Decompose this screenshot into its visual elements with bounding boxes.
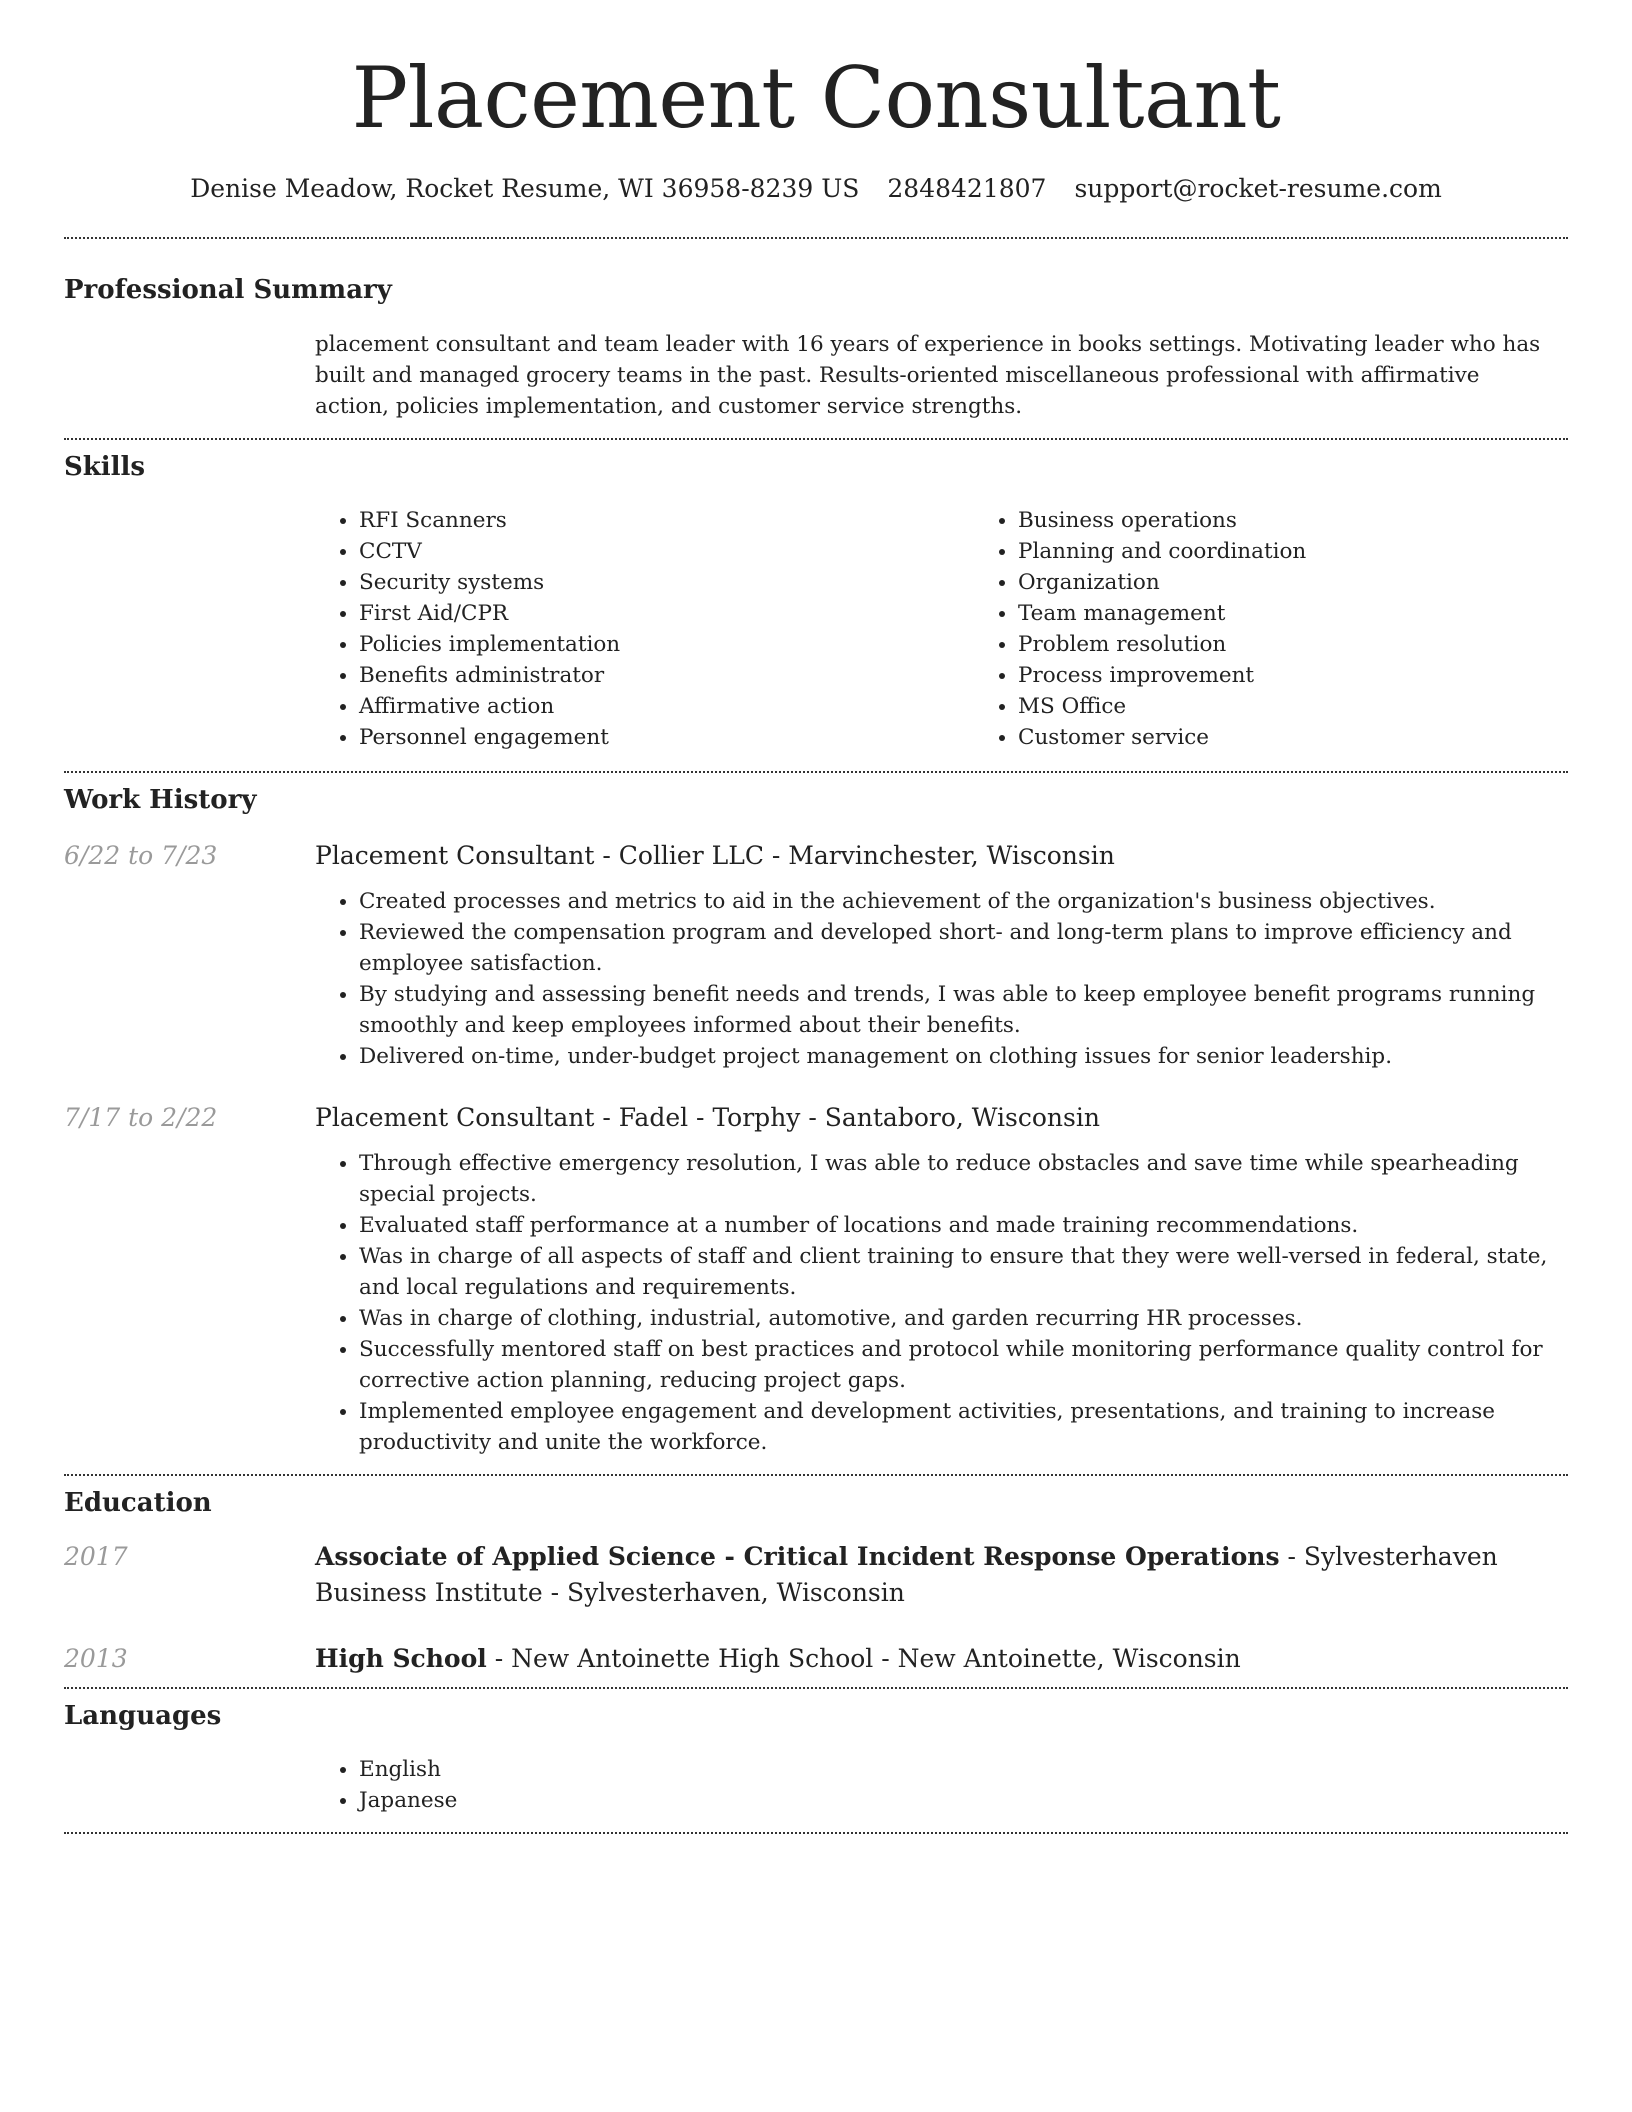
summary-heading: Professional Summary bbox=[64, 275, 392, 306]
education-school: - New Antoinette High School - New Antoinette, Wisconsin bbox=[486, 1644, 1241, 1674]
education-section bbox=[64, 1476, 1568, 1677]
job-bullet: • Created processes and metrics to aid in the achievement of the organization's business objectives. bbox=[359, 886, 1568, 917]
job-entry bbox=[64, 838, 1568, 1072]
job-bullet: • Was in charge of all aspects of staff and client training to ensure that they were well-versed in federal, state, and local regulations and requirements. bbox=[359, 1241, 1568, 1303]
job-bullets bbox=[315, 1148, 1568, 1458]
skill-item: • Organization bbox=[1018, 567, 1632, 598]
job-bullet: • By studying and assessing benefit needs and trends, I was able to keep employee benefit programs running smoothly and keep employees informed about their benefits. bbox=[359, 979, 1568, 1041]
skills-heading: Skills bbox=[64, 451, 146, 482]
job-bullet: • Reviewed the compensation program and developed short- and long-term plans to improve efficiency and employee satisfaction. bbox=[359, 917, 1568, 979]
summary-section bbox=[64, 239, 1568, 421]
job-bullet: • Delivered on-time, under-budget project management on clothing issues for senior leadership. bbox=[359, 1041, 1568, 1072]
skill-item: • Team management bbox=[1018, 598, 1632, 629]
skills-list-left bbox=[315, 505, 974, 753]
skill-item: • CCTV bbox=[359, 536, 974, 567]
work-section bbox=[64, 773, 1568, 1458]
job-dates: 6/22 to 7/23 bbox=[64, 840, 218, 870]
job-bullet: • Successfully mentored staff on best practices and protocol while monitoring performance quality control for corrective action planning, reducing project gaps. bbox=[359, 1334, 1568, 1396]
languages-list bbox=[315, 1754, 1568, 1816]
job-title: Placement Consultant - Collier LLC - Marvinchester, Wisconsin bbox=[315, 840, 1115, 870]
job-bullets bbox=[315, 886, 1568, 1072]
divider bbox=[64, 1832, 1568, 1834]
education-degree: Associate of Applied Science - Critical Incident Response Operations bbox=[315, 1542, 1280, 1572]
contact-email: support@rocket-resume.com bbox=[1074, 174, 1442, 204]
skill-item: • Policies implementation bbox=[359, 629, 974, 660]
summary-text: placement consultant and team leader with 16 years of experience in books settings. Motivating leader who has built and managed grocery teams in the past. Results-oriented miscellaneous professional with affirmative action, policies implementation, and customer service strengths. bbox=[315, 331, 1541, 419]
skill-item: • First Aid/CPR bbox=[359, 598, 974, 629]
job-dates: 7/17 to 2/22 bbox=[64, 1102, 218, 1132]
skills-list-right bbox=[974, 505, 1632, 753]
job-bullet: • Through effective emergency resolution, I was able to reduce obstacles and save time while spearheading special projects. bbox=[359, 1148, 1568, 1210]
skill-item: • Planning and coordination bbox=[1018, 536, 1632, 567]
skill-item: • RFI Scanners bbox=[359, 505, 974, 536]
education-school: - Sylvesterhaven Business Institute - Sylvesterhaven, Wisconsin bbox=[315, 1542, 1498, 1608]
skill-item: • Benefits administrator bbox=[359, 660, 974, 691]
skill-item: • Process improvement bbox=[1018, 660, 1632, 691]
contact-phone: 2848421807 bbox=[887, 174, 1047, 204]
education-entry bbox=[64, 1539, 1568, 1611]
education-heading: Education bbox=[64, 1487, 212, 1518]
education-entry bbox=[64, 1641, 1568, 1677]
education-year: 2017 bbox=[64, 1542, 128, 1572]
skill-item: • Personnel engagement bbox=[359, 722, 974, 753]
language-item: • Japanese bbox=[359, 1785, 1568, 1816]
job-bullet: • Implemented employee engagement and development activities, presentations, and training to increase productivity and unite the workforce. bbox=[359, 1396, 1568, 1458]
job-title: Placement Consultant - Fadel - Torphy - Santaboro, Wisconsin bbox=[315, 1102, 1100, 1132]
language-item: • English bbox=[359, 1754, 1568, 1785]
job-entry bbox=[64, 1100, 1568, 1458]
education-degree: High School bbox=[315, 1644, 487, 1674]
work-heading: Work History bbox=[64, 784, 257, 815]
languages-heading: Languages bbox=[64, 1701, 222, 1732]
skill-item: • Affirmative action bbox=[359, 691, 974, 722]
job-bullet: • Was in charge of clothing, industrial, automotive, and garden recurring HR processes. bbox=[359, 1303, 1568, 1334]
skills-section bbox=[64, 440, 1568, 753]
skill-item: • MS Office bbox=[1018, 691, 1632, 722]
skill-item: • Security systems bbox=[359, 567, 974, 598]
languages-section bbox=[64, 1689, 1568, 1816]
contact-address: Denise Meadow, Rocket Resume, WI 36958-8239 US bbox=[190, 174, 860, 204]
contact-line bbox=[64, 174, 1568, 203]
job-bullet: • Evaluated staff performance at a number of locations and made training recommendations. bbox=[359, 1210, 1568, 1241]
skill-item: • Business operations bbox=[1018, 505, 1632, 536]
education-year: 2013 bbox=[64, 1644, 128, 1674]
resume-page bbox=[64, 0, 1568, 1834]
skill-item: • Customer service bbox=[1018, 722, 1632, 753]
resume-title: Placement Consultant bbox=[351, 49, 1281, 147]
skill-item: • Problem resolution bbox=[1018, 629, 1632, 660]
